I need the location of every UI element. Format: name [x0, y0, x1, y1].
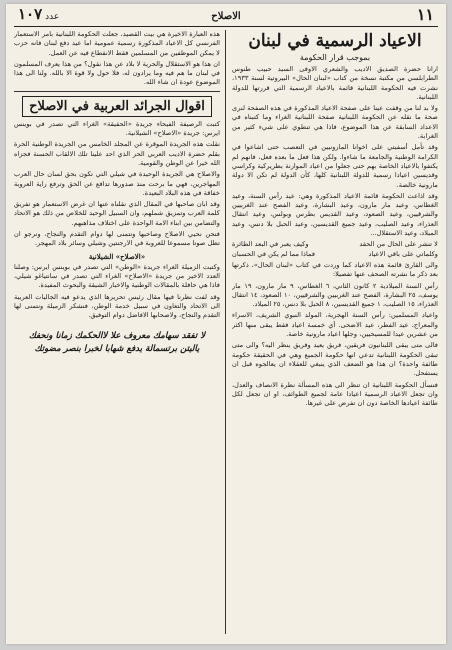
article-paragraph: وقد ابان صاحبها في المقال الذي نقلناه عنها ان غرض الاستعمار هو تفريق كلمة العرب وتمزيق شملهم، وان السبيل الوحيد للخلاص من ذلك هو الاتحاد والتضامن بين ابناء الامة الواحدة على اختلاف مذاهبهم. — [14, 200, 220, 227]
verse-half: فماذا مما لم يكن في الحسبان — [232, 249, 316, 258]
page-number: ١١ — [416, 5, 434, 24]
signature-line: لا تفقد سهامك معروف علا لاالحكمك زمانا ونحفك — [28, 331, 206, 342]
issue-value: ١٠٧ — [18, 5, 43, 23]
holiday-list: رأس السنة الميلادية ٢ كانون الثاني، ٦ الغطاس، ٩ مار مارون، ١٩ مار يوسف، ٢٥ البشارة، الفصح عند الغربيين والشرقيين، ١٠ الصعود، ١٤ انتقال العذراء، ١٥ الصليب، ١ جميع القديسين، ٨ الحبل بلا دنس، ٢٥ الميلاد. — [232, 281, 438, 309]
article-paragraph: ولا بد لنا من وقفت عينا على صفحة الاعياد المذكورة في هذه الصفحة لنرى صحة ما نقله عن الحكومة اللبنانية صفحة اللبنانية الغراء وما كتبناه في الاعداد السابقة عن هذا الموضوع، فاذا هي تنطوي على شيء كثير من الغرابة. — [232, 104, 438, 141]
article-right-column — [232, 30, 438, 634]
page-header — [14, 5, 438, 27]
verse-half: لا تنشر على الحال من الحقد — [359, 240, 438, 249]
article-paragraph: ان هذا هو الاستقلال والحرية لا بلاد عن هذا نقول؟ من هذا يعرف المسلمون في لبنان ما هم فيه وما يرادون له، فلا حول ولا قوة الا بالله. ولنا الى هذا الموضوع عودة ان شاء الله. — [14, 59, 220, 87]
issue-label: عدد — [45, 12, 60, 22]
article-paragraph: وكتبت الزميلة الغراء جريدة «الوطن» التي تصدر في بوينس ايرس: وصلنا العدد الاخير من جريدة «الاصلاح» الغراء التي تصدر في سانتياغو شيلي، فاذا هي حافلة بالمقالات الوطنية والاخبار الشيقة والبحوث المفيدة. — [14, 262, 220, 290]
newspaper-name: الاصلاح — [211, 11, 241, 22]
article-subtitle: بموجب قرار الحكومة — [299, 53, 371, 62]
article-paragraph: وقد تأمل أسفيتي على اخوانا المارونيين في التعصب حتى اشاعوا في الكرامة الوطنية والجامعة ما شاءوا. ولكن هذا فعل ما بعده فعل، فانهم لم يكتفوا بالاعياد الخاصة بهم حتى جعلوا من اعياد الموارنة بطريركية وكراسي وقديسين اعيادا رسمية للدولة اللبنانية كلها، كأن الدولة لم تكن الا دولة مارونية خالصة. — [232, 143, 438, 189]
article-paragraph: نقلت هذه الجريدة الموقرة عن المجلد الخامس من الجريدة الوطنية الحرة بقلم حضرة الاديب العربي الحر الذي احد علينا تلك الالقاب الحسنة فجزاه الله خيرا عن الوطن والقومية. — [14, 140, 220, 167]
article-paragraph: ارانا حضرة الصديق الاديب والشعري الاوفى السيد حبيب طنوس الطرابلسي من مكتبة نسخة من كتاب «لبنان الحال» البيروتية لسنة ١٩٣٣، نشرت فيه الحكومة اللبنانية قائمة بالاعياد الرسمية التي قررتها للدولة اللبنانية. — [232, 65, 438, 101]
article-paragraph: وقد لفت نظرنا فيها مقال رئيس تحريرها الذي يدعو فيه الجاليات العربية الى الاتحاد والتعاون في سبيل خدمة الوطن، فنشكر الزميلة ونتمنى لها التقدم والنجاح، ولاصحابها الافاضل دوام التوفيق. — [14, 292, 220, 320]
article-left-column — [14, 30, 220, 634]
article-paragraph: والاصلاح هي الجريدة الوحيدة في شيلي التي تكون بحق لسان حال العرب المهاجرين، فهي ما برحت منذ صدورها تدافع عن الحق وترفع راية العروبة خفاقة في هذه البلاد البعيدة. — [14, 170, 220, 197]
article-paragraph: هذه العبارة الاخيرة هي بيت القصيد، جعلت الحكومة اللبنانية بامر الاستعمار الفرنسي كل الاعياد المذكورة رسمية عمومية اما عيد دفع لبنان فانه حزب لا يمكن الموظفين من المسلمين فقط الانقطاع فيه عن العمل. — [14, 30, 220, 57]
column-divider — [225, 30, 226, 634]
section-title-box: اقوال الجرائد العربية في الاصلاح — [22, 96, 212, 117]
section-rule — [14, 91, 220, 92]
article-paragraph: فنسأل الحكومة اللبنانية ان تنظر الى هذه المسألة نظرة الانصاف والعدل، وان تجعل الاعياد الرسمية اعيادا عامة لجميع الطوائف، او ان تجعل لكل طائفة اعيادها الخاصة دون ان تفرض على غيرها. — [232, 380, 438, 408]
issue-number — [18, 5, 59, 26]
article-paragraph: واعياد المسلمين: رأس السنة الهجرية، المولد النبوي الشريف، الاسراء والمعراج، عيد الفطر، عيد الاضحى. أي خمسة اعياد فقط يبقى منها اكثر من عشرين عيدا للمسيحيين، وجلها اعياد مارونية خاصة. — [232, 311, 438, 339]
section-subheading: «الاصلاح» الشيلانية — [88, 251, 146, 261]
signature-line: ياليتن برتسمالة يدفع شهابا لخبرا بنصر مضوتك — [34, 344, 200, 355]
poem-verses — [232, 240, 438, 259]
verse-half: وكلماتي على باقي الاعياد — [368, 249, 438, 258]
newspaper-page — [6, 4, 446, 644]
article-title: الاعياد الرسمية في لبنان — [248, 31, 422, 51]
poem-line — [232, 240, 438, 249]
verse-half: وكيف يعبر في البعد الطائرة — [232, 240, 309, 249]
article-paragraph: فنحن نحيي الاصلاح وصاحبها ونتمنى لها دوام التقدم والنجاح، ونرجو ان تظل صوتا مسموعا للعروبة في الارجنتين وشيلي وسائر بلاد المهجر. — [14, 230, 220, 248]
article-paragraph: والى القارئ قائمة هذه الاعياد كما وردت في كتاب «لبنان الحال»، ذكرتها بعد ذكر ما نشرته الصحف عنها تفصيلا: — [232, 260, 438, 279]
calligraphy-signature — [14, 330, 220, 356]
article-paragraph: فالى متى يبقى اللبنانيون فريقين، فريق يعيد وفريق ينظر اليه؟ والى متى تبقى الحكومة اللبنانية تدعي انها حكومة الجميع وهي في الحقيقة حكومة طائفة واحدة؟ ان هذا هو الضعف الذي ينبغي للعقلاء ان يعالجوه قبل ان يستفحل. — [232, 341, 438, 378]
article-paragraph: وقد اذاعت الحكومة قائمة الاعياد المذكورة وهي: عيد رأس السنة، وعيد الغطاس، وعيد مار مارون، وعيد البشارة، وعيد الفصح عند الغربيين والشرقيين، وعيد الصعود، وعيد القديس بطرس وبولس، وعيد انتقال العذراء، وعيد الصليب، وعيد جميع القديسين، وعيد الحبل بلا دنس، وعيد الميلاد، وعيد الاستقلال... — [232, 191, 438, 238]
article-paragraph: كتبت الرصيفة الفيحاء جريدة «الحقيقة» الغراء التي تصدر في بوينس ايرس: جريدة «الاصلاح» الشيلانية. — [14, 119, 220, 138]
poem-line — [232, 250, 438, 259]
